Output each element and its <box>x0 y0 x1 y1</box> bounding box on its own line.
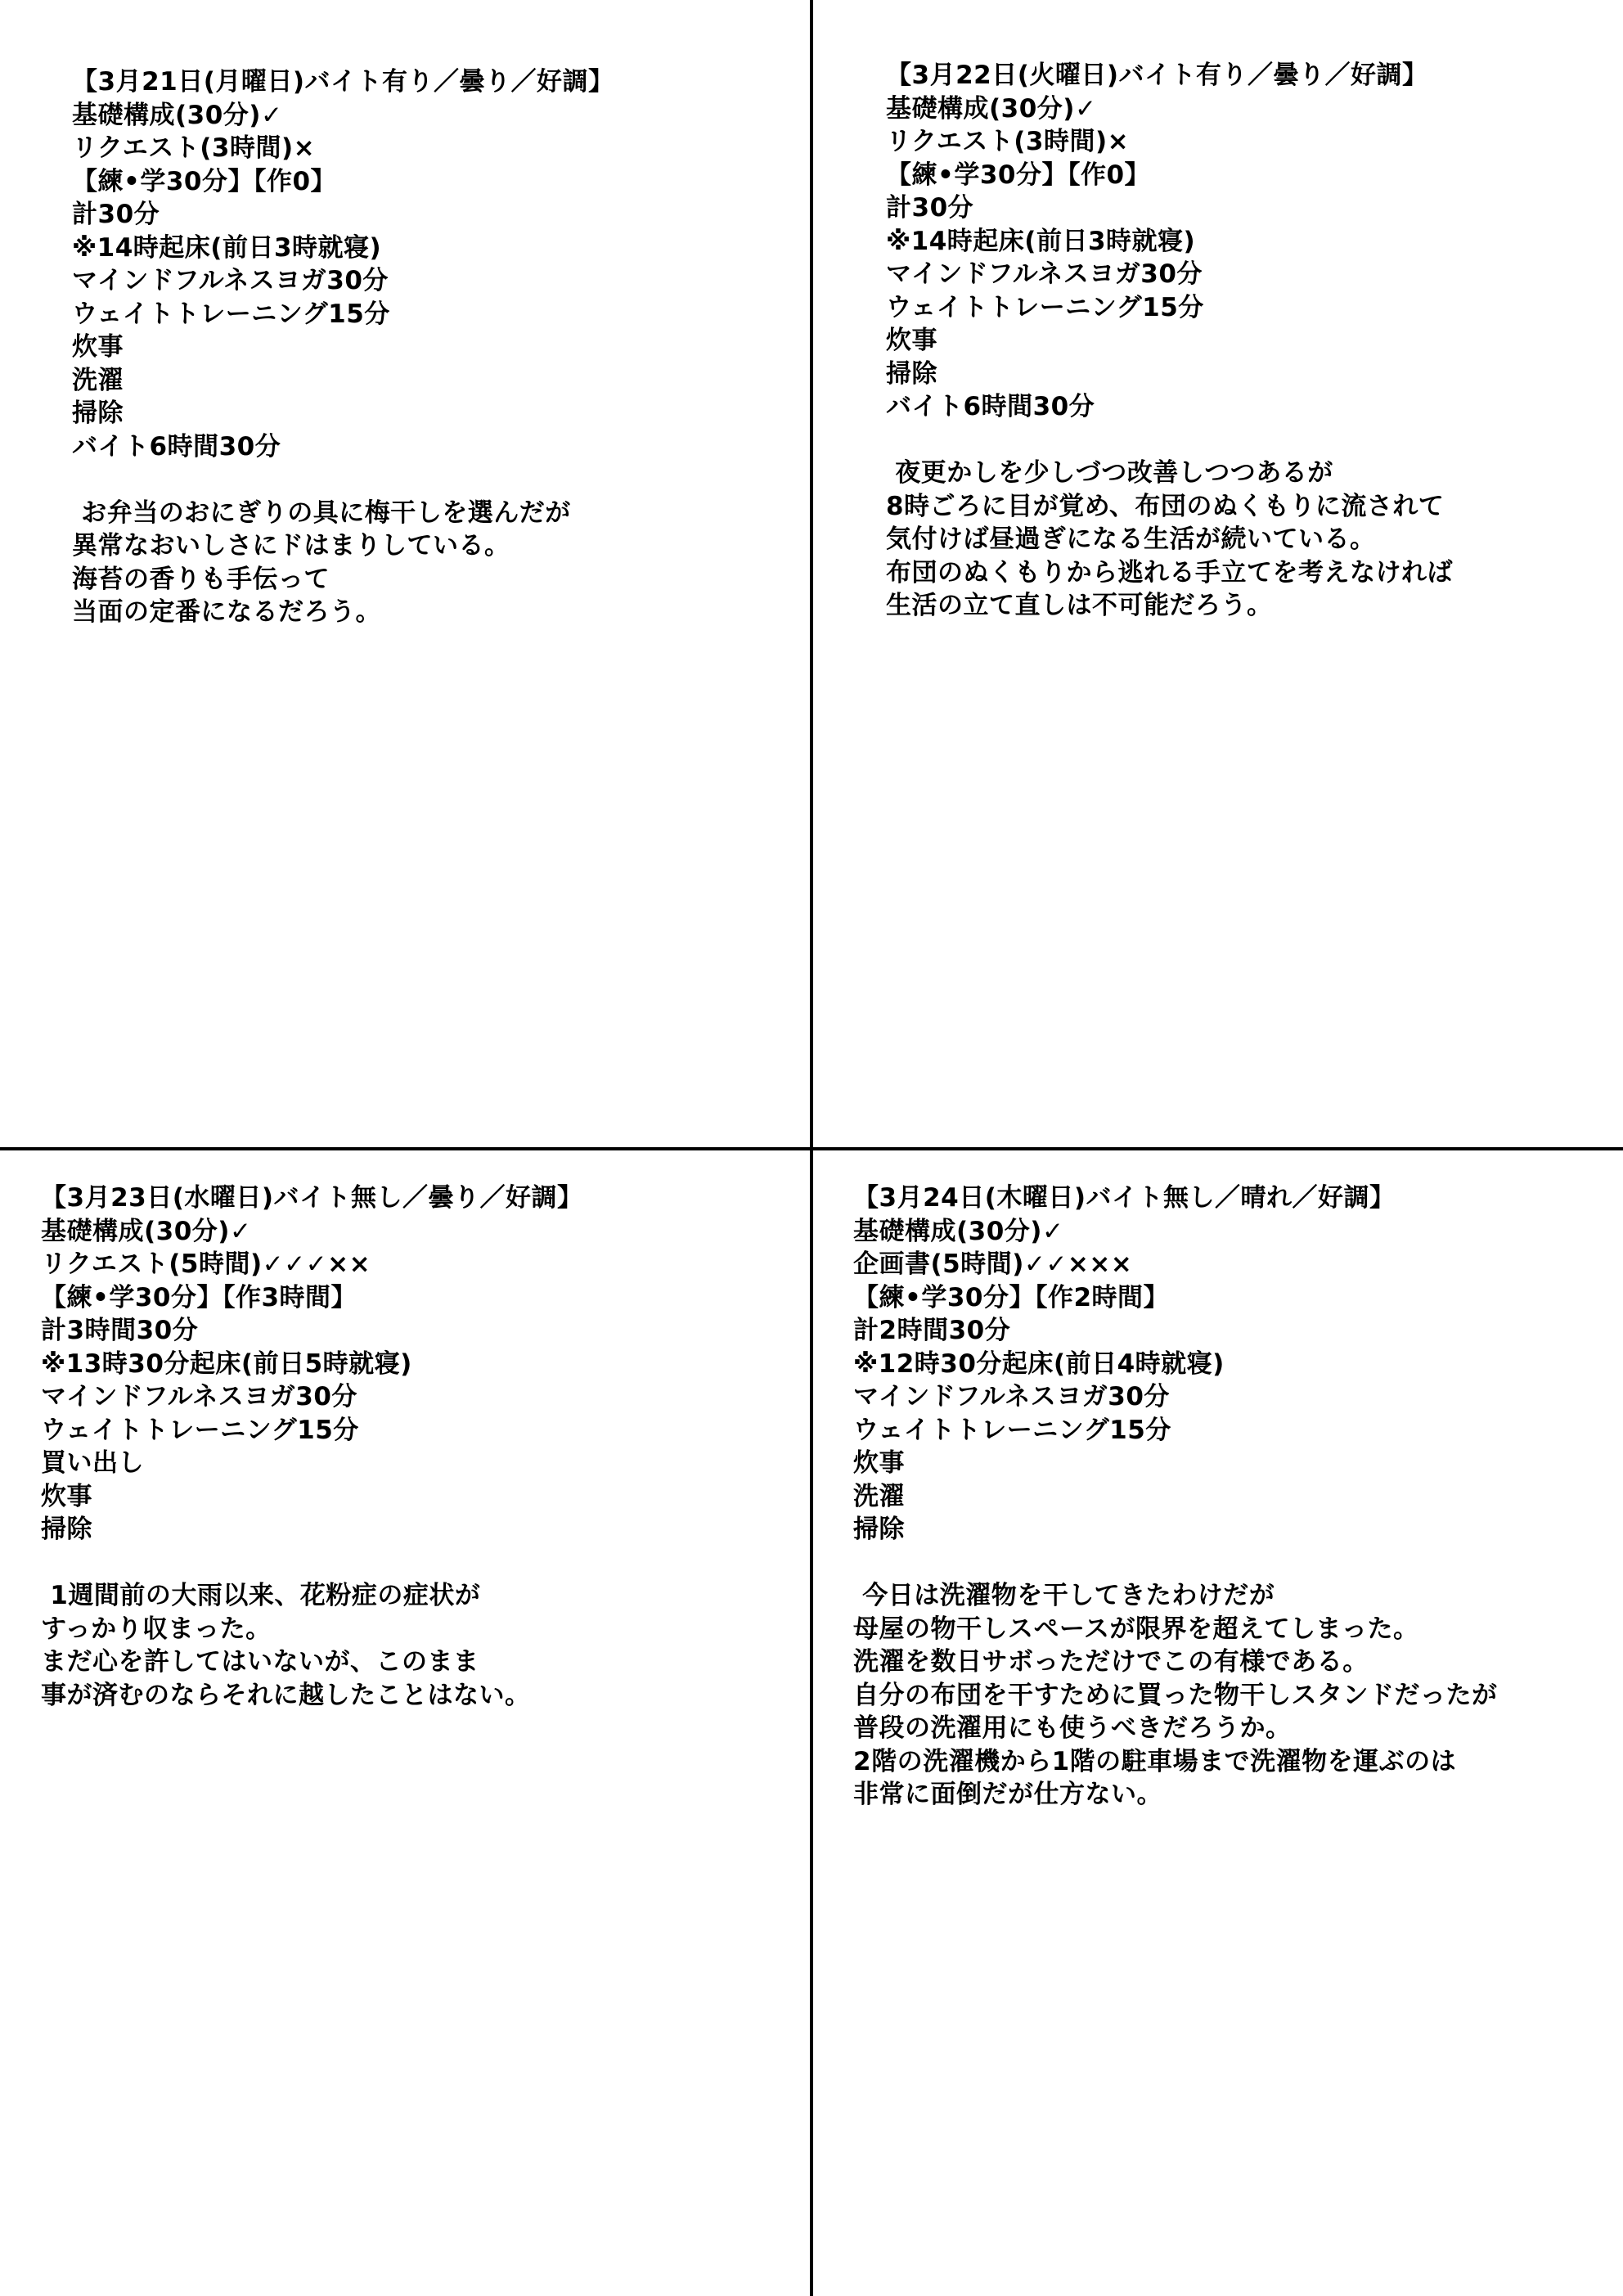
task-line: 炊事 <box>72 332 124 362</box>
entry-header: 【3月23日(水曜日)バイト無し／曇り／好調】 <box>41 1183 583 1213</box>
diary-line: 8時ごろに目が覚め、布団のぬくもりに流されて <box>886 491 1445 521</box>
task-line: マインドフルネスヨガ30分 <box>72 266 389 295</box>
blank-spacer <box>886 424 1453 457</box>
task-line: 洗濯 <box>853 1481 905 1511</box>
task-line: ※12時30分起床(前日4時就寝) <box>853 1348 1225 1379</box>
task-line: 掃除 <box>41 1515 92 1544</box>
diary-entry-panel <box>886 59 1453 623</box>
diary-line: 母屋の物干しスペースが限界を超えてしまった。 <box>853 1614 1419 1644</box>
entry-header: 【3月21日(月曜日)バイト有り／曇り／好調】 <box>72 67 614 97</box>
task-line: ウェイトトレーニング15分 <box>886 292 1204 322</box>
diary-entry-panel <box>41 1182 583 1712</box>
task-line: 買い出し <box>41 1448 144 1478</box>
task-line: リクエスト(5時間)✓✓✓×× <box>41 1249 371 1279</box>
diary-line: 洗濯を数日サボっただけでこの有様である。 <box>853 1647 1369 1677</box>
diary-line: 2階の洗濯機から1階の駐車場まで洗濯物を運ぶのは <box>853 1746 1457 1776</box>
entry-header: 【3月22日(火曜日)バイト有り／曇り／好調】 <box>886 61 1428 90</box>
task-line: ウェイトトレーニング15分 <box>41 1415 359 1445</box>
task-line: ウェイトトレーニング15分 <box>72 299 390 329</box>
task-line: 炊事 <box>853 1448 905 1478</box>
diary-line: 夜更かしを少しづつ改善しつつあるが <box>886 458 1333 488</box>
diary-line: お弁当のおにぎりの具に梅干しを選んだが <box>72 497 571 528</box>
diary-entry-panel <box>853 1182 1498 1812</box>
diary-line: 海苔の香りも手伝って <box>72 564 330 594</box>
blank-spacer <box>853 1546 1498 1580</box>
diary-line: すっかり収まった。 <box>41 1614 272 1644</box>
task-line: 基礎構成(30分)✓ <box>886 93 1097 124</box>
task-line: ※14時起床(前日3時就寝) <box>72 232 382 263</box>
diary-line: 事が済むのならそれに越したことはない。 <box>41 1680 531 1710</box>
task-line: バイト6時間30分 <box>72 431 281 461</box>
task-line: バイト6時間30分 <box>886 392 1095 421</box>
diary-line: 自分の布団を干すために買った物干しスタンドだったが <box>853 1680 1498 1710</box>
task-line: 洗濯 <box>72 365 124 395</box>
diary-line: 今日は洗濯物を干してきたわけだが <box>853 1581 1275 1610</box>
diary-line: 生活の立て直しは不可能だろう。 <box>886 591 1273 620</box>
diary-entry-panel <box>72 65 614 629</box>
task-line: マインドフルネスヨガ30分 <box>41 1382 357 1411</box>
task-line: 【練•学30分】【作3時間】 <box>41 1282 357 1312</box>
blank-spacer <box>72 463 614 497</box>
horizontal-divider <box>0 1147 1623 1150</box>
task-line: 企画書(5時間)✓✓××× <box>853 1249 1133 1279</box>
task-line: 計30分 <box>72 200 160 229</box>
task-line: ウェイトトレーニング15分 <box>853 1415 1171 1445</box>
task-line: リクエスト(3時間)× <box>886 127 1130 156</box>
diary-line: まだ心を許してはいないが、このまま <box>41 1647 479 1677</box>
task-line: マインドフルネスヨガ30分 <box>886 259 1203 289</box>
task-line: 基礎構成(30分)✓ <box>72 100 283 130</box>
blank-spacer <box>41 1546 583 1580</box>
diary-line: 異常なおいしさにドはまりしている。 <box>72 531 510 560</box>
diary-line: 布団のぬくもりから逃れる手立てを考えなければ <box>886 557 1453 588</box>
task-line: 【練•学30分】【作0】 <box>72 166 337 196</box>
task-line: 炊事 <box>886 326 937 355</box>
task-line: 掃除 <box>853 1515 905 1544</box>
task-line: 計2時間30分 <box>853 1316 1011 1345</box>
diary-line: 当面の定番になるだろう。 <box>72 597 381 627</box>
vertical-divider-bottom <box>810 1150 813 2296</box>
entry-header: 【3月24日(木曜日)バイト無し／晴れ／好調】 <box>853 1183 1396 1213</box>
vertical-divider-top <box>810 0 813 1150</box>
diary-line: 1週間前の大雨以来、花粉症の症状が <box>41 1581 481 1610</box>
task-line: 掃除 <box>886 358 937 389</box>
task-line: ※14時起床(前日3時就寝) <box>886 226 1196 256</box>
task-line: 基礎構成(30分)✓ <box>853 1216 1064 1246</box>
task-line: マインドフルネスヨガ30分 <box>853 1382 1170 1411</box>
task-line: 基礎構成(30分)✓ <box>41 1216 252 1246</box>
diary-line: 非常に面倒だが仕方ない。 <box>853 1780 1162 1809</box>
task-line: 【練•学30分】【作2時間】 <box>853 1282 1170 1312</box>
task-line: 炊事 <box>41 1481 92 1511</box>
task-line: ※13時30分起床(前日5時就寝) <box>41 1348 412 1379</box>
task-line: 計30分 <box>886 193 974 223</box>
task-line: 掃除 <box>72 398 124 428</box>
task-line: 計3時間30分 <box>41 1316 199 1345</box>
task-line: 【練•学30分】【作0】 <box>886 160 1151 190</box>
diary-line: 気付けば昼過ぎになる生活が続いている。 <box>886 524 1376 554</box>
task-line: リクエスト(3時間)× <box>72 133 316 163</box>
diary-line: 普段の洗濯用にも使うべきだろうか。 <box>853 1713 1292 1743</box>
